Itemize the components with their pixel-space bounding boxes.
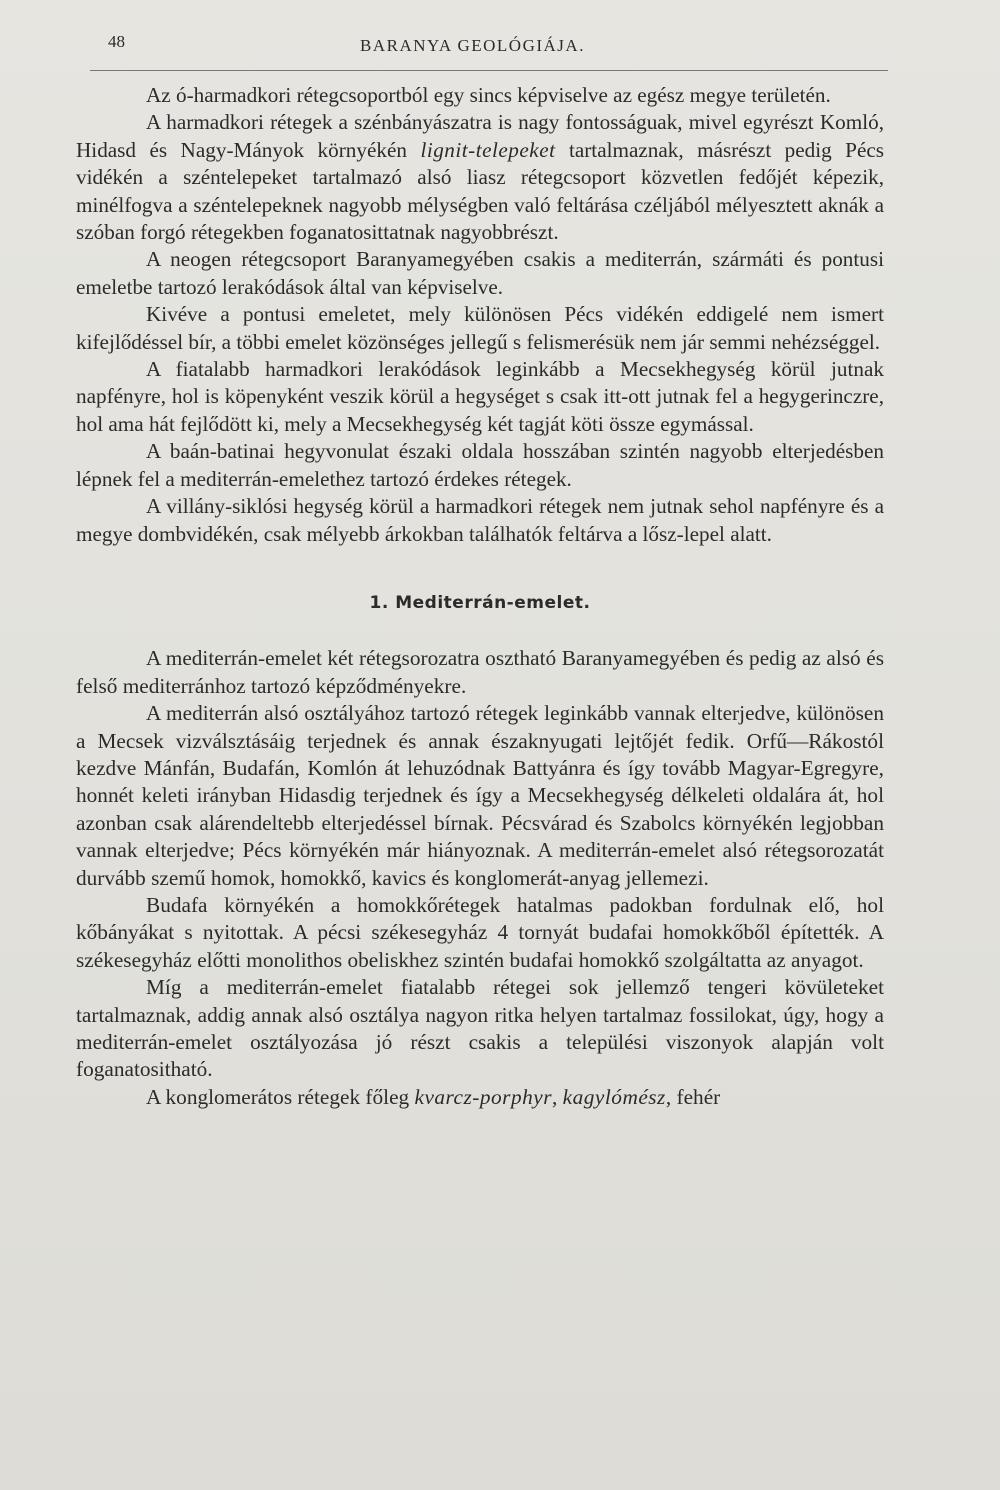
section-heading: 1. Mediterrán-emelet. [369, 592, 591, 613]
paragraph-2: A harmadkori rétegek a szénbányászatra is nagy fontosságuak, mivel egyrészt Komló, Hidasd és Nagy-Mányok környékén lignit-telepeket tartalmaznak, másrészt pedig Pécs vidékén a széntelepeket tartalmazó alsó liasz rétegcsoport közvetlen fedőjét képezik, minélfogva a széntelepeknek nagyobb mélységben való feltárása czéljából mélyesztett aknák a szóban forgó rétegekben foganatosittatnak nagyobbrészt. [76, 110, 885, 245]
page-header [90, 30, 888, 71]
body-text [76, 82, 884, 1111]
section-paragraph-5: A konglomerátos rétegek főleg kvarcz-porphyr, kagylómész, fehér [146, 1084, 721, 1109]
section-paragraph-3: Budafa környékén a homokkőrétegek hatalmas padokban fordulnak elő, hol kőbányákat s nyitottak. A pécsi székesegyház 4 tornyát budafai homokkőből építették. A székesegyház előtti monolithos obeliskhez szintén budafai homokkő szolgáltatta az anyagot. [76, 892, 884, 972]
paragraph-7: A villány-siklósi hegység körül a harmadkori rétegek nem jutnak sehol napfényre és a megye dombvidékén, csak mélyebb árkokban találhatók feltárva a lősz-lepel alatt. [76, 494, 884, 546]
section-paragraph-2: A mediterrán alsó osztályához tartozó rétegek leginkább vannak elterjedve, különösen a Mecsek vizválsztásáig terjednek és annak északnyugati lejtőjét fedik. Orfű—Rákostól kezdve Mánfán, Budafán, Komlón át lehuzódnak Battyánra és így tovább Magyar-Egregyre, honnét keleti irányban Hidasdig terjednek és így a Mecsekhegység délkeleti oldalára át, hol azonban csak alárendeltebb elterjedéssel bírnak. Pécsvárad és Szabolcs környékén legjobban vannak elterjedve; Pécs környékén már hiányoznak. A mediterrán-emelet alsó rétegsorozatát durvább szemű homok, homokkő, kavics és konglomerát-anyag jellemezi. [76, 701, 884, 890]
paragraph-5: A fiatalabb harmadkori lerakódások leginkább a Mecsekhegység körül jutnak napfényre, hol is köpenyként veszik körül a hegységet s csak itt-ott jutnak fel a hegygerinczre, hol ama hát fejlődött ki, mely a Mecsekhegység két tagját köti össze egymással. [76, 357, 884, 436]
emphasis-kagylomesz: kagylómész [562, 1084, 666, 1109]
section-paragraph-4: Míg a mediterrán-emelet fiatalabb rétegei sok jellemző tengeri kövületeket tartalmaznak, addig annak alsó osztálya nagyon ritka helyen tartalmaz fossilokat, úgy, hogy a mediterrán-emelet osztályozása jó részt csakis a települési viszonyok alapján volt foganatositható. [76, 975, 884, 1082]
page-number: 48 [108, 32, 125, 51]
section-body [76, 645, 884, 1111]
emphasis-lignit-telepeket: lignit-telepeket [420, 137, 556, 162]
section-paragraph-1: A mediterrán-emelet két rétegsorozatra osztható Baranyamegyében és pedig az alsó és felső mediterránhoz tartozó képződményekre. [76, 646, 884, 698]
paragraph-3: A neogen rétegcsoport Baranyamegyében csakis a mediterrán, szármáti és pontusi emeletbe tartozó lerakódások által van képviselve. [76, 247, 884, 299]
running-title: BARANYA GEOLÓGIÁJA. [360, 36, 585, 55]
paragraph-1: Az ó-harmadkori rétegcsoportból egy sincs képviselve az egész megye területén. [146, 83, 831, 107]
paragraph-6: A baán-batinai hegyvonulat északi oldala hosszában szintén nagyobb elterjedésben lépnek fel a mediterrán-emelethez tartozó érdekes rétegek. [76, 439, 884, 491]
emphasis-kvarcz-porphyr: kvarcz-porphyr [414, 1084, 553, 1109]
paragraph-4: Kivéve a pontusi emeletet, mely különösen Pécs vidékén eddigelé nem ismert kifejlődéssel bír, a többi emelet közönséges jellegű s felismerésük nem jár semmi nehézséggel. [76, 302, 884, 354]
